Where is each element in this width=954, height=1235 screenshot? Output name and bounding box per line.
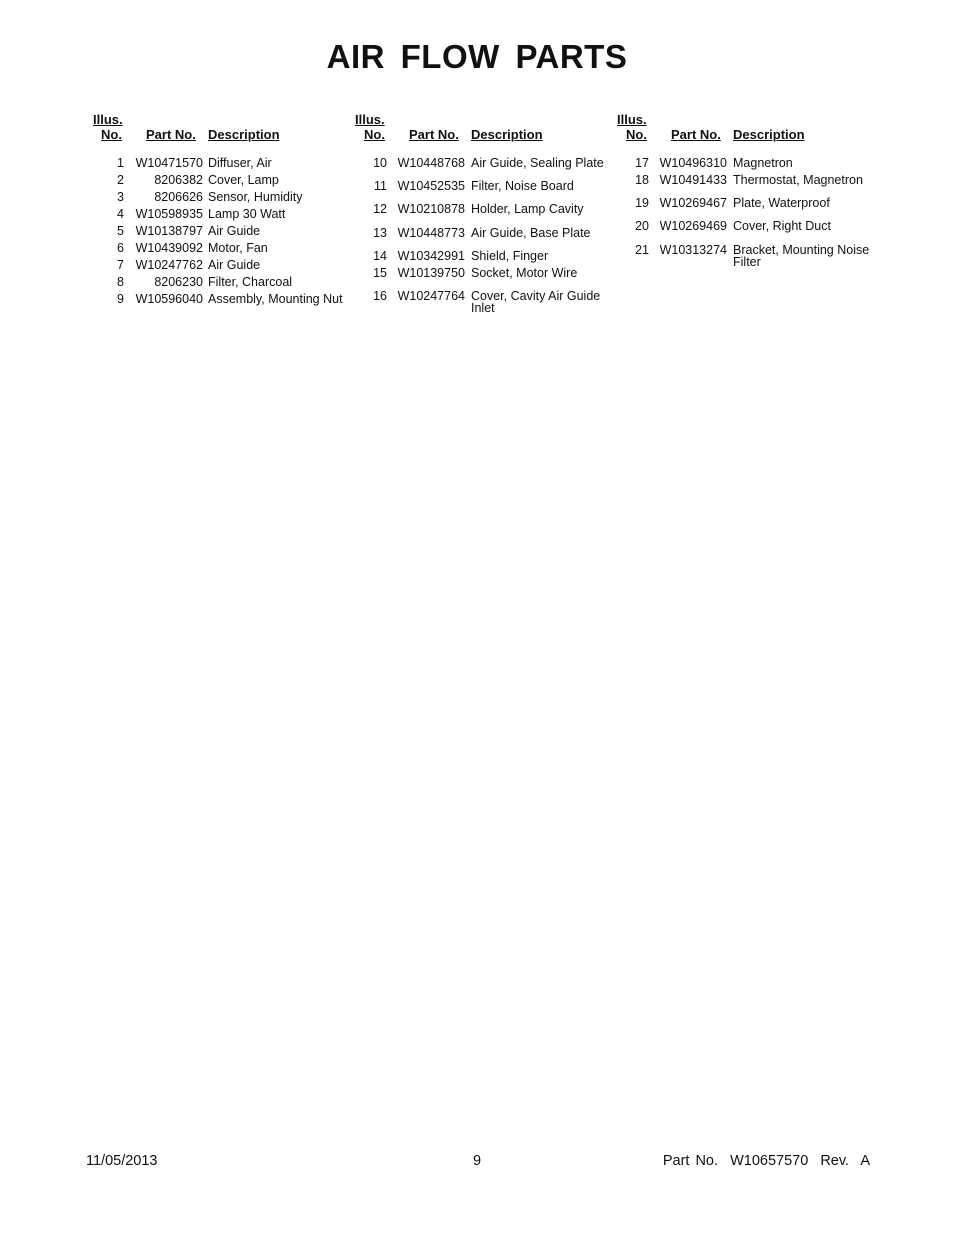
header-illus: Illus. [617, 112, 647, 127]
header-no: No. [626, 127, 647, 142]
header-part-no: Part No. [146, 127, 196, 142]
header-part-no: Part No. [671, 127, 721, 142]
footer-page-number: 9 [473, 1153, 482, 1169]
page-title: AIR FLOW PARTS [326, 38, 628, 75]
header-part-no: Part No. [409, 127, 459, 142]
header-description: Description [733, 127, 805, 142]
footer-document-part-number: Part No. W10657570 Rev. A [662, 1153, 870, 1169]
header-no: No. [101, 127, 122, 142]
header-description: Description [471, 127, 543, 142]
header-description: Description [208, 127, 280, 142]
header-illus: Illus. [355, 112, 385, 127]
footer-date: 11/05/2013 [86, 1153, 158, 1169]
header-illus: Illus. [93, 112, 123, 127]
header-no: No. [364, 127, 385, 142]
